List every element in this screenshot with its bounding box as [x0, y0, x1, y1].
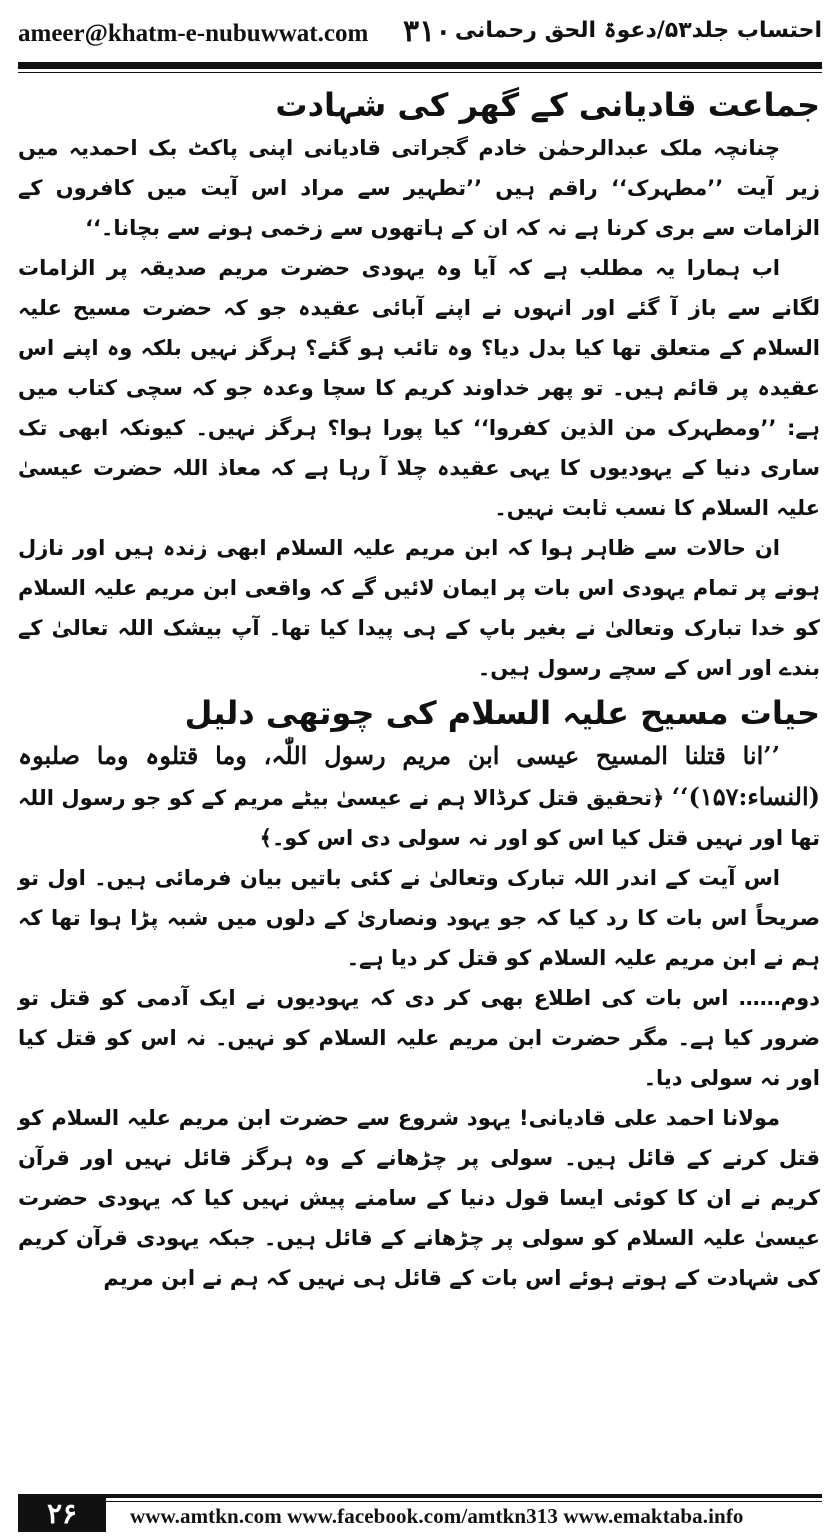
header-journal-title: احتساب جلد۵۳/دعوۃ الحق رحمانی	[454, 18, 822, 43]
header-rule	[18, 62, 822, 69]
header-rule-thin	[18, 72, 822, 73]
paragraph-5: دوم…… اس بات کی اطلاع بھی کر دی کہ یہودیوں نے ایک آدمی کو قتل تو ضرور کیا ہے۔ مگر حضرت ابن مریم علیہ السلام کو نہیں۔ نہ اس کو قتل کیا اور نہ سولی دیا۔	[18, 986, 820, 1090]
paragraph-2: اب ہمارا یہ مطلب ہے کہ آیا وہ یہودی حضرت مریم صدیقہ پر الزامات لگانے سے باز آ گئے اور انہوں نے اپنے آبائی عقیدہ جو کہ حضرت مسیح علیہ السلام کے متعلق تھا کیا بدل دیا؟ وہ تائب ہو گئے؟ ہرگز نہیں بلکہ وہ اپنے اس عقیدہ پر قائم ہیں۔ تو پھر خداوند کریم کا سچا وعدہ جو کہ سچی کتاب میں ہے: ’’ومطہرک من الذین کفروا‘‘ کیا پورا ہوا؟ ہرگز نہیں۔ کیونکہ ابھی تک ساری دنیا کے یہودیوں کا یہی عقیدہ چلا آ رہا ہے کہ معاذ اللہ حضرت عیسیٰ علیہ السلام کا نسب ثابت نہیں۔	[18, 256, 820, 520]
paragraph-1: چنانچہ ملک عبدالرحمٰن خادم گجراتی قادیانی اپنی پاکٹ بک احمدیہ میں زیر آیت ’’مطہرک‘‘ راقم ہیں ’’تطہیر سے مراد اس آیت میں کافروں کے الزامات سے بری کرنا ہے نہ کہ ان کے ہاتھوں سے زخمی ہونے سے بچانا۔‘‘	[18, 136, 820, 240]
page-header	[18, 14, 822, 58]
footer-website-links: www.amtkn.com www.facebook.com/amtkn313 www.emaktaba.info	[130, 1504, 744, 1528]
paragraph-6: مولانا احمد علی قادیانی! یہود شروع سے حضرت ابن مریم علیہ السلام کو قتل کرنے کے قائل ہیں۔ سولی پر چڑھانے کے وہ ہرگز قائل نہیں اور قرآن کریم نے ان کا کوئی ایسا قول دنیا کے سامنے پیش نہیں کیا کہ یہودی حضرت عیسیٰ علیہ السلام کو سولی پر چڑھانے کے قائل ہیں۔ جبکہ یہودی قرآن کریم کی شہادت کے ہوتے ہوئے اس بات کے قائل ہی نہیں کہ ہم نے ابن مریم	[18, 1106, 820, 1290]
section-heading-1: جماعت قادیانی کے گھر کی شہادت	[275, 86, 820, 124]
page-body	[18, 82, 820, 1298]
footer-rule-thin	[106, 1501, 822, 1502]
footer-page-number: ۲۶	[18, 1494, 106, 1532]
footer-rule	[106, 1494, 822, 1498]
paragraph-3: ان حالات سے ظاہر ہوا کہ ابن مریم علیہ السلام ابھی زندہ ہیں اور نازل ہونے پر تمام یہودی اس بات پر ایمان لائیں گے کہ واقعی ابن مریم علیہ السلام کو خدا تبارک وتعالیٰ نے بغیر باپ کے ہی پیدا کیا تھا۔ آپ بیشک اللہ تعالیٰ کے بندے اور اس کے سچے رسول ہیں۔	[18, 536, 820, 680]
section-heading-2: حیات مسیح علیہ السلام کی چوتھی دلیل	[184, 694, 820, 732]
header-email: ameer@khatm-e-nubuwwat.com	[18, 20, 369, 47]
quranic-verse	[18, 736, 820, 858]
paragraph-4: اس آیت کے اندر اللہ تبارک وتعالیٰ نے کئی باتیں بیان فرمائی ہیں۔ اول تو صریحاً اس بات کا رد کیا کہ جو یہود ونصاریٰ کے دلوں میں شبہ پڑا ہوا تھا کہ ہم نے ابن مریم علیہ السلام کو قتل کر دیا ہے۔	[18, 866, 820, 970]
verse-text: ’’انا قتلنا المسیح عیسی ابن مریم رسول اللّٰہ، وما قتلوہ وما صلبوہ (النساء:۱۵۷)‘‘	[18, 741, 820, 811]
verse-translation: ﴿تحقیق قتل کرڈالا ہم نے عیسیٰ بیٹے مریم کے کو جو رسول اللہ تھا اور نہیں قتل کیا اس کو اور نہ سولی دی اس کو۔﴾	[18, 786, 820, 850]
header-page-number: ۳۱۰	[403, 14, 452, 49]
page-footer	[18, 1494, 822, 1534]
